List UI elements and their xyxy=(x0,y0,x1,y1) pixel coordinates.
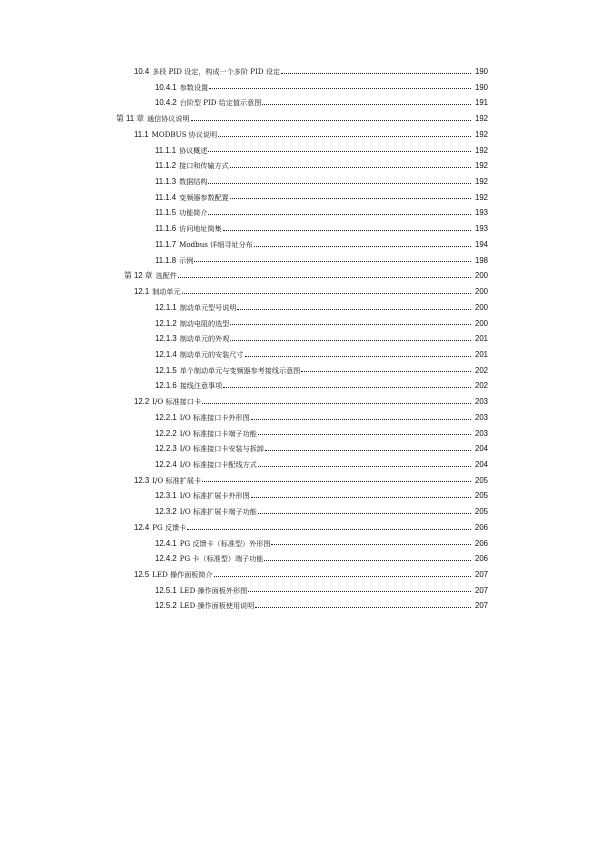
dot-leader xyxy=(255,607,471,608)
toc-entry-page: 201 xyxy=(474,334,488,344)
toc-entry-title: 制动单元的安装尺寸 xyxy=(179,349,244,359)
toc-entry-number: 11.1.5 xyxy=(155,208,177,218)
toc-entry-number: 12.4.2 xyxy=(155,554,177,564)
dot-leader xyxy=(230,340,471,341)
toc-entry[interactable] xyxy=(0,95,600,111)
toc-entry-number: 第 12 章 xyxy=(124,271,153,281)
toc-entry-number: 12.1 xyxy=(134,287,150,297)
dot-leader xyxy=(258,466,471,467)
toc-entry-page: 193 xyxy=(474,224,488,234)
toc-entry[interactable] xyxy=(0,284,600,300)
toc-entry-title: 台阶型 PID 给定值示意图 xyxy=(179,98,262,108)
toc-entry[interactable] xyxy=(0,174,600,190)
dot-leader xyxy=(230,324,471,325)
toc-entry-number: 12.1.4 xyxy=(155,349,177,359)
dot-leader xyxy=(182,293,471,294)
toc-entry-number: 12.2.2 xyxy=(155,428,177,438)
toc-entry-page: 207 xyxy=(474,585,488,595)
toc-entry-title: 功能简介 xyxy=(179,208,208,218)
toc-entry[interactable] xyxy=(0,64,600,80)
toc-entry-title: I/O 标准扩展卡 xyxy=(152,475,201,485)
toc-entry[interactable] xyxy=(0,426,600,442)
toc-entry[interactable] xyxy=(0,473,600,489)
toc-entry-number: 12.4.1 xyxy=(155,538,177,548)
toc-entry-title: 接口和传输方式 xyxy=(179,161,229,171)
toc-entry-number: 12.5 xyxy=(134,570,150,579)
toc-entry-title: I/O 标准接口卡 xyxy=(152,397,201,407)
toc-entry-title: 选配件 xyxy=(155,271,177,281)
toc-entry-page: 205 xyxy=(474,475,488,485)
toc-entry-page: 206 xyxy=(474,538,488,548)
dot-leader xyxy=(251,419,471,420)
toc-entry[interactable] xyxy=(0,237,600,253)
toc-entry[interactable] xyxy=(0,583,600,599)
toc-entry-title: 通信协议说明 xyxy=(147,114,190,124)
toc-entry-page: 193 xyxy=(474,208,488,218)
toc-entry-title: 变频器参数配置 xyxy=(179,192,229,202)
dot-leader xyxy=(258,434,471,435)
dot-leader xyxy=(281,73,471,74)
toc-entry-title: Modbus 详细寻址分布 xyxy=(179,239,253,249)
toc-entry-page: 207 xyxy=(474,601,488,611)
toc-entry-title: PG 反馈卡（标准型）外形图 xyxy=(179,538,271,548)
dot-leader xyxy=(271,544,471,545)
toc-entry[interactable] xyxy=(0,520,600,536)
toc-entry[interactable] xyxy=(0,410,600,426)
toc-entry[interactable] xyxy=(0,504,600,520)
toc-entry-title: 制动单元型号说明 xyxy=(179,302,237,312)
toc-entry-page: 194 xyxy=(474,239,488,249)
toc-entry-title: I/O 标准接口卡配线方式 xyxy=(179,459,257,469)
toc-entry[interactable] xyxy=(0,598,600,614)
toc-entry-page: 200 xyxy=(474,302,488,312)
dot-leader xyxy=(208,183,471,184)
toc-entry-number: 10.4.1 xyxy=(155,82,177,92)
toc-entry-title: LED 操作面板外形图 xyxy=(179,585,248,595)
toc-entry-number: 11.1.4 xyxy=(155,192,177,202)
toc-entry-page: 206 xyxy=(474,522,488,532)
toc-entry-title: I/O 标准接口卡端子功能 xyxy=(179,428,257,438)
toc-entry-page: 205 xyxy=(474,491,488,501)
dot-leader xyxy=(258,513,471,514)
toc-entry-title: MODBUS 协议说明 xyxy=(151,129,218,139)
toc-entry-number: 12.3 xyxy=(134,475,150,485)
toc-entry[interactable] xyxy=(0,536,600,552)
toc-entry-number: 12.3.2 xyxy=(155,507,177,517)
toc-entry-number: 11.1 xyxy=(134,129,149,139)
toc-entry-title: 制动单元 xyxy=(152,287,181,297)
toc-entry-title: LED 操作面板使用说明 xyxy=(179,601,255,611)
toc-entry-page: 192 xyxy=(474,129,488,139)
toc-entry-page: 192 xyxy=(474,177,488,187)
toc-entry-page: 200 xyxy=(474,271,488,281)
toc-entry[interactable] xyxy=(0,551,600,567)
toc-entry-page: 207 xyxy=(474,570,488,579)
toc-entry[interactable] xyxy=(0,300,600,316)
dot-leader xyxy=(208,151,471,152)
toc-entry-number: 11.1.6 xyxy=(155,224,177,234)
dot-leader xyxy=(254,246,471,247)
toc-entry[interactable] xyxy=(0,331,600,347)
toc-entry[interactable] xyxy=(0,143,600,159)
dot-leader xyxy=(202,481,471,482)
toc-entry-number: 第 11 章 xyxy=(116,114,145,124)
dot-leader xyxy=(187,529,471,530)
toc-entry[interactable] xyxy=(0,158,600,174)
toc-entry-page: 190 xyxy=(474,82,488,92)
dot-leader xyxy=(265,450,471,451)
toc-entry-number: 12.2.1 xyxy=(155,412,177,422)
toc-entry-number: 11.1.7 xyxy=(155,239,177,249)
toc-entry-title: 单个制动单元与变频器参考接线示意图 xyxy=(179,365,301,375)
toc-entry-number: 12.1.2 xyxy=(155,318,177,328)
dot-leader xyxy=(245,356,471,357)
toc-entry[interactable] xyxy=(0,378,600,394)
toc-entry-page: 204 xyxy=(474,444,488,454)
toc-entry-number: 12.3.1 xyxy=(155,491,177,501)
dot-leader xyxy=(214,576,471,577)
dot-leader xyxy=(251,497,471,498)
toc-entry-number: 12.1.5 xyxy=(155,365,177,375)
toc-entry-page: 202 xyxy=(474,381,488,391)
toc-entry-title: 访问地址简集 xyxy=(179,224,222,234)
toc-entry-title: 制动电阻的选型 xyxy=(179,318,230,328)
toc-entry[interactable] xyxy=(0,488,600,504)
toc-entry-number: 11.1.2 xyxy=(155,161,177,171)
toc-entry-number: 12.1.1 xyxy=(155,302,177,312)
dot-leader xyxy=(223,387,471,388)
toc-entry-number: 11.1.3 xyxy=(155,177,177,187)
toc-entry-page: 198 xyxy=(474,255,488,265)
toc-entry-page: 203 xyxy=(474,428,488,438)
toc-entry-title: I/O 标准扩展卡端子功能 xyxy=(179,507,257,517)
toc-entry[interactable] xyxy=(0,221,600,237)
dot-leader xyxy=(202,403,471,404)
toc-entry-title: PG 反馈卡 xyxy=(152,522,187,532)
toc-entry-number: 12.2.4 xyxy=(155,459,177,469)
dot-leader xyxy=(191,120,471,121)
dot-leader xyxy=(262,104,471,105)
toc-entry-title: 接线注意事项 xyxy=(179,381,223,391)
toc-entry[interactable] xyxy=(0,441,600,457)
dot-leader xyxy=(178,277,471,278)
toc-entry-title: 数据结构 xyxy=(179,177,208,187)
dot-leader xyxy=(301,371,471,372)
dot-leader xyxy=(230,167,471,168)
toc-entry-page: 192 xyxy=(474,161,488,171)
toc-entry-number: 11.1.1 xyxy=(155,145,177,155)
toc-entry[interactable] xyxy=(0,205,600,221)
toc-entry-page: 205 xyxy=(474,507,488,517)
toc-entry-number: 10.4 xyxy=(134,67,150,76)
dot-leader xyxy=(208,214,471,215)
toc-entry-page: 206 xyxy=(474,554,488,564)
toc-entry-page: 192 xyxy=(474,145,488,155)
toc-entry-page: 201 xyxy=(474,349,488,359)
dot-leader xyxy=(230,198,471,199)
toc-entry-title: I/O 标准接口卡安装与拆卸 xyxy=(179,444,264,454)
dot-leader xyxy=(218,136,471,137)
toc-entry[interactable] xyxy=(0,457,600,473)
dot-leader xyxy=(248,591,471,592)
toc-entry-page: 203 xyxy=(474,412,488,422)
toc-entry-page: 200 xyxy=(474,287,488,297)
toc-entry-number: 12.2 xyxy=(134,397,150,407)
toc-entry-page: 192 xyxy=(474,114,488,124)
dot-leader xyxy=(223,230,471,231)
toc-entry-number: 12.2.3 xyxy=(155,444,177,454)
toc-entry[interactable] xyxy=(0,347,600,363)
toc-entry-number: 12.5.1 xyxy=(155,585,177,595)
dot-leader xyxy=(264,560,471,561)
toc-entry-title: 制动单元的外观 xyxy=(179,334,230,344)
toc-entry-title: 协议概述 xyxy=(179,145,208,155)
toc-entry-title: 多段 PID 设定，构成一个多阶 PID 设定 xyxy=(152,67,280,76)
toc-entry-page: 202 xyxy=(474,365,488,375)
toc-entry-title: I/O 标准接口卡外形图 xyxy=(179,412,250,422)
toc-entry-title: 示例 xyxy=(179,255,194,265)
toc-entry[interactable] xyxy=(0,316,600,332)
toc-entry-title: I/O 标准扩展卡外形图 xyxy=(179,491,250,501)
toc-entry-number: 12.1.6 xyxy=(155,381,177,391)
toc-entry-number: 12.5.2 xyxy=(155,601,177,611)
toc-entry-number: 11.1.8 xyxy=(155,255,177,265)
toc-entry-page: 204 xyxy=(474,459,488,469)
table-of-contents xyxy=(0,64,600,614)
toc-entry[interactable] xyxy=(0,394,600,410)
toc-entry-page: 191 xyxy=(474,98,488,108)
toc-entry-number: 12.4 xyxy=(134,522,150,532)
toc-entry-number: 12.1.3 xyxy=(155,334,177,344)
toc-entry[interactable] xyxy=(0,190,600,206)
toc-entry[interactable] xyxy=(0,127,600,143)
dot-leader xyxy=(237,309,471,310)
toc-entry-page: 200 xyxy=(474,318,488,328)
toc-entry[interactable] xyxy=(0,80,600,96)
toc-entry[interactable] xyxy=(0,111,600,127)
toc-entry[interactable] xyxy=(0,268,600,284)
toc-entry[interactable] xyxy=(0,363,600,379)
dot-leader xyxy=(194,261,471,262)
toc-entry-title: PG 卡（标准型）端子功能 xyxy=(179,554,264,564)
toc-entry-number: 10.4.2 xyxy=(155,98,177,108)
toc-entry-title: 参数设置 xyxy=(179,82,209,92)
toc-entry[interactable] xyxy=(0,253,600,269)
toc-entry-title: LED 操作面板简介 xyxy=(152,570,213,579)
toc-entry-page: 190 xyxy=(474,67,488,76)
toc-entry[interactable] xyxy=(0,567,600,583)
toc-entry-page: 192 xyxy=(474,192,488,202)
toc-entry-page: 203 xyxy=(474,397,488,407)
dot-leader xyxy=(209,88,471,89)
